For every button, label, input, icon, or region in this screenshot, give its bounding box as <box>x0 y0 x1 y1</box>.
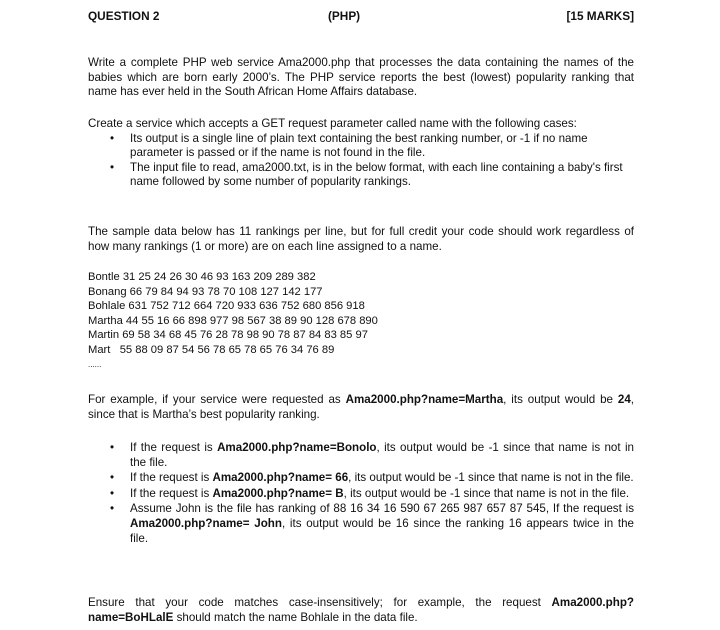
request-url: Ama2000.php?name= John <box>130 516 282 530</box>
data-line: Martin 69 58 34 68 45 76 28 78 98 90 78 87 84 83 85 97 <box>88 329 368 342</box>
list-item <box>88 161 634 190</box>
data-line: Mart 55 88 09 87 54 56 78 65 78 65 76 34 76 89 <box>88 343 335 356</box>
sample-data <box>88 270 634 372</box>
intro-paragraph <box>88 56 634 100</box>
request-url: Ama2000.php?name= B <box>212 486 344 500</box>
request-examples-list <box>88 441 634 546</box>
case-text: Its output is a single line of plain text containing the best ranking number, or -1 if no name parameter is passed or if the name is not found in the file. <box>130 131 588 160</box>
intro-text: Write a complete PHP web service Ama2000.php that processes the data containing the names of the babies which are born early 2000’s. The PHP service reports the best (lowest) popularity ranking that name has ever held in the South African Home Affairs database. <box>88 56 634 99</box>
ensure-url: Ama2000.php?name=BoHLalE <box>88 596 634 624</box>
question-marks: [15 MARKS] <box>566 9 634 23</box>
sample-intro-paragraph <box>88 225 634 254</box>
example-url: Ama2000.php?name=Martha <box>345 393 504 406</box>
bullet-icon: • <box>110 502 115 516</box>
question-number: QUESTION 2 <box>88 9 160 23</box>
list-item: • Assume John is the file has ranking of 88 16 34 16 590 67 265 987 657 87 545, If the request is Ama2000.php?name= John, its output would be 16 since the ranking 16 appears twice in the file. <box>110 502 635 545</box>
bullet-icon: • <box>110 486 115 500</box>
data-line: Martha 44 55 16 66 898 977 98 567 38 89 90 128 678 890 <box>88 314 378 327</box>
case-text: The input file to read, ama2000.txt, is in the below format, with each line containing a baby's first name followed by some number of popularity rankings. <box>130 160 623 189</box>
list-item: • If the request is Ama2000.php?name= B, its output would be -1 since that name is not in the file. <box>110 486 630 500</box>
example-paragraph <box>88 393 634 422</box>
bullet-icon: • <box>110 131 115 145</box>
data-line: Bohlale 631 752 712 664 720 933 636 752 680 856 918 <box>88 300 365 313</box>
data-line: Bonang 66 79 84 94 93 78 70 108 127 142 177 <box>88 285 323 298</box>
sample-intro-text: The sample data below has 11 rankings per line, but for full credit your code should work regardless of how many rankings (1 or more) are on each line assigned to a name. <box>88 225 634 253</box>
request-url: Ama2000.php?name=Bonolo <box>217 441 377 454</box>
data-line: ...... <box>88 359 102 369</box>
cases-list <box>88 132 634 190</box>
example-value: 24 <box>617 393 631 406</box>
bullet-icon: • <box>110 160 115 174</box>
bullet-icon: • <box>110 471 115 485</box>
question-header <box>88 9 634 25</box>
ensure-paragraph <box>88 596 634 625</box>
bullet-icon: • <box>110 441 115 454</box>
data-line: Bontle 31 25 24 26 30 46 93 163 209 289 382 <box>88 271 316 283</box>
list-item: • If the request is Ama2000.php?name=Bonolo, its output would be -1 since that name is not in the file. <box>110 441 634 469</box>
request-examples <box>88 441 634 546</box>
example-text: For example, if your service were requested as Ama2000.php?name=Martha, its output would be 24, since that is Martha’s best popularity ranking. <box>88 393 635 421</box>
list-item <box>88 132 634 161</box>
create-text: Create a service which accepts a GET request parameter called name with the following cases: <box>88 117 577 130</box>
ensure-text: Ensure that your code matches case-insensitively; for example, the request Ama2000.php?name=BoHLalE should match the name Bohlale in the data file. <box>88 596 634 624</box>
create-section <box>88 117 634 190</box>
question-language: (PHP) <box>328 9 361 23</box>
list-item: • If the request is Ama2000.php?name= 66, its output would be -1 since that name is not in the file. <box>110 471 634 485</box>
request-url: Ama2000.php?name= 66 <box>212 471 349 485</box>
